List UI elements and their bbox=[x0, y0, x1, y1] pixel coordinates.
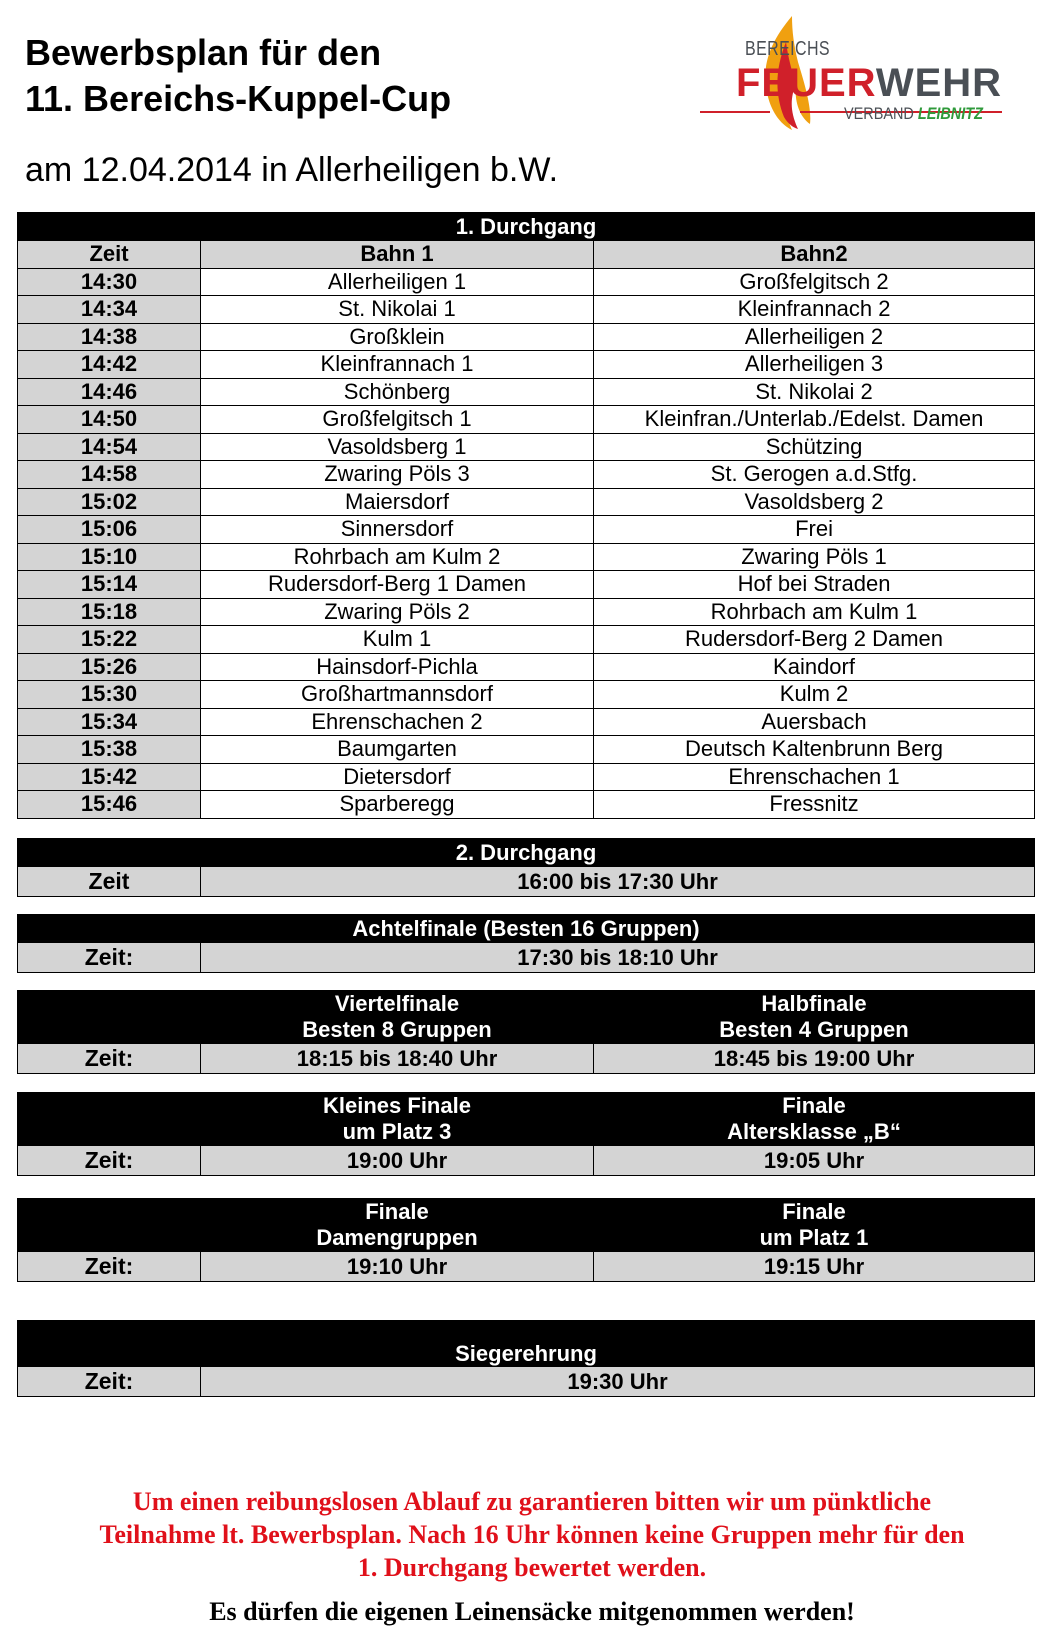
kleines-finale-table bbox=[17, 1092, 1035, 1176]
bahn2-cell: Vasoldsberg 2 bbox=[594, 488, 1035, 516]
viertel-halb-label: Zeit: bbox=[18, 1044, 201, 1074]
bahn1-cell: Hainsdorf-Pichla bbox=[201, 653, 594, 681]
siegerehrung-label: Zeit: bbox=[18, 1367, 201, 1397]
bahn1-cell: Sparberegg bbox=[201, 791, 594, 819]
time-cell: 15:10 bbox=[18, 543, 201, 571]
table-row bbox=[18, 681, 1035, 709]
bahn2-cell: St. Gerogen a.d.Stfg. bbox=[594, 461, 1035, 489]
finale-blank bbox=[18, 1199, 201, 1252]
time-cell: 15:30 bbox=[18, 681, 201, 709]
time-cell: 14:42 bbox=[18, 351, 201, 379]
bahn1-cell: Sinnersdorf bbox=[201, 516, 594, 544]
bahn2-cell: Allerheiligen 2 bbox=[594, 323, 1035, 351]
time-cell: 15:22 bbox=[18, 626, 201, 654]
bahn1-cell: Großfelgitsch 1 bbox=[201, 406, 594, 434]
table-row bbox=[18, 708, 1035, 736]
bahn2-cell: Auersbach bbox=[594, 708, 1035, 736]
time-cell: 15:02 bbox=[18, 488, 201, 516]
finale-damen-title-line1: Finale bbox=[365, 1199, 429, 1224]
kleines-finale-label: Zeit: bbox=[18, 1146, 201, 1176]
time-cell: 14:38 bbox=[18, 323, 201, 351]
durchgang2-title: 2. Durchgang bbox=[18, 839, 1035, 867]
viertel-halb-blank bbox=[18, 991, 201, 1044]
viertelfinale-title-line1: Viertelfinale bbox=[334, 991, 460, 1016]
time-cell: 15:14 bbox=[18, 571, 201, 599]
col-header-bahn1: Bahn 1 bbox=[201, 241, 594, 269]
durchgang2-label: Zeit bbox=[18, 867, 201, 897]
bahn2-cell: Rudersdorf-Berg 2 Damen bbox=[594, 626, 1035, 654]
bahn2-cell: Kaindorf bbox=[594, 653, 1035, 681]
time-cell: 15:42 bbox=[18, 763, 201, 791]
logo-wordmark bbox=[736, 62, 1002, 104]
time-cell: 14:58 bbox=[18, 461, 201, 489]
table-row bbox=[18, 351, 1035, 379]
altersklasse-b-title-line1: Finale bbox=[782, 1093, 846, 1118]
achtelfinale-table bbox=[17, 914, 1035, 973]
durchgang1-table bbox=[17, 212, 1035, 819]
finale-damen-title-line2: Damengruppen bbox=[316, 1225, 478, 1250]
durchgang2-time: 16:00 bis 17:30 Uhr bbox=[201, 867, 1035, 897]
table-row bbox=[18, 736, 1035, 764]
logo-leibnitz-word: LEIBNITZ bbox=[917, 104, 983, 123]
siegerehrung-title: Siegerehrung bbox=[18, 1321, 1035, 1367]
notice-line-2: Teilnahme lt. Bewerbsplan. Nach 16 Uhr können keine Gruppen mehr für den bbox=[99, 1520, 965, 1549]
bahn1-cell: St. Nikolai 1 bbox=[201, 296, 594, 324]
logo-bereichs-text: BEREICHS bbox=[745, 38, 830, 60]
table-row bbox=[18, 461, 1035, 489]
halbfinale-title bbox=[594, 991, 1035, 1044]
table-row bbox=[18, 433, 1035, 461]
bahn2-cell: Deutsch Kaltenbrunn Berg bbox=[594, 736, 1035, 764]
altersklasse-b-title-line2: Altersklasse „B“ bbox=[727, 1119, 901, 1144]
kleines-finale-title-line2: um Platz 3 bbox=[342, 1119, 452, 1144]
halbfinale-title-line2: Besten 4 Gruppen bbox=[719, 1017, 909, 1042]
table-row bbox=[18, 598, 1035, 626]
durchgang1-title: 1. Durchgang bbox=[18, 213, 1035, 241]
bahn1-cell: Ehrenschachen 2 bbox=[201, 708, 594, 736]
bahn2-cell: Ehrenschachen 1 bbox=[594, 763, 1035, 791]
bahn2-cell: Kleinfrannach 2 bbox=[594, 296, 1035, 324]
kleines-finale-time: 19:00 Uhr bbox=[201, 1146, 594, 1176]
time-cell: 15:06 bbox=[18, 516, 201, 544]
achtelfinale-label: Zeit: bbox=[18, 943, 201, 973]
viertel-halbfinale-table bbox=[17, 990, 1035, 1074]
bahn1-cell: Dietersdorf bbox=[201, 763, 594, 791]
bahn1-cell: Kulm 1 bbox=[201, 626, 594, 654]
finale-label: Zeit: bbox=[18, 1252, 201, 1282]
notice-line-1: Um einen reibungslosen Ablauf zu garantieren bitten wir um pünktliche bbox=[132, 1487, 932, 1516]
time-cell: 14:46 bbox=[18, 378, 201, 406]
bahn1-cell: Allerheiligen 1 bbox=[201, 268, 594, 296]
time-cell: 14:34 bbox=[18, 296, 201, 324]
finale-damen-title bbox=[201, 1199, 594, 1252]
table-row bbox=[18, 488, 1035, 516]
altersklasse-b-title bbox=[594, 1093, 1035, 1146]
bahn2-cell: Schützing bbox=[594, 433, 1035, 461]
page-title bbox=[25, 30, 451, 122]
table-row bbox=[18, 323, 1035, 351]
logo-verband-word: VERBAND bbox=[844, 104, 914, 123]
bahn1-cell: Zwaring Pöls 3 bbox=[201, 461, 594, 489]
finale-platz1-time: 19:15 Uhr bbox=[594, 1252, 1035, 1282]
durchgang2-table bbox=[17, 838, 1035, 897]
bahn2-cell: St. Nikolai 2 bbox=[594, 378, 1035, 406]
table-row bbox=[18, 406, 1035, 434]
table-row bbox=[18, 653, 1035, 681]
bahn2-cell: Allerheiligen 3 bbox=[594, 351, 1035, 379]
finale-damen-time: 19:10 Uhr bbox=[201, 1252, 594, 1282]
bahn2-cell: Frei bbox=[594, 516, 1035, 544]
halbfinale-time: 18:45 bis 19:00 Uhr bbox=[594, 1044, 1035, 1074]
achtelfinale-time: 17:30 bis 18:10 Uhr bbox=[201, 943, 1035, 973]
siegerehrung-time: 19:30 Uhr bbox=[201, 1367, 1035, 1397]
time-cell: 15:26 bbox=[18, 653, 201, 681]
time-cell: 14:54 bbox=[18, 433, 201, 461]
table-row bbox=[18, 268, 1035, 296]
bahn1-cell: Kleinfrannach 1 bbox=[201, 351, 594, 379]
kleines-finale-title bbox=[201, 1093, 594, 1146]
bahn2-cell: Kulm 2 bbox=[594, 681, 1035, 709]
event-date-location: am 12.04.2014 in Allerheiligen b.W. bbox=[25, 151, 559, 189]
finale-platz1-title-line1: Finale bbox=[782, 1199, 846, 1224]
bahn1-cell: Großklein bbox=[201, 323, 594, 351]
bahn1-cell: Großhartmannsdorf bbox=[201, 681, 594, 709]
halbfinale-title-line1: Halbfinale bbox=[761, 991, 867, 1016]
bahn1-cell: Schönberg bbox=[201, 378, 594, 406]
bahn1-cell: Baumgarten bbox=[201, 736, 594, 764]
logo-feuer-text: FEUER bbox=[736, 61, 876, 105]
bahn2-cell: Zwaring Pöls 1 bbox=[594, 543, 1035, 571]
bahn2-cell: Rohrbach am Kulm 1 bbox=[594, 598, 1035, 626]
punctuality-notice bbox=[40, 1485, 1024, 1584]
siegerehrung-table bbox=[17, 1320, 1035, 1397]
achtelfinale-title: Achtelfinale (Besten 16 Gruppen) bbox=[18, 915, 1035, 943]
bahn1-cell: Zwaring Pöls 2 bbox=[201, 598, 594, 626]
title-line-1: Bewerbsplan für den bbox=[25, 32, 382, 73]
bahn1-cell: Vasoldsberg 1 bbox=[201, 433, 594, 461]
time-cell: 14:50 bbox=[18, 406, 201, 434]
table-row bbox=[18, 626, 1035, 654]
time-cell: 15:46 bbox=[18, 791, 201, 819]
table-row bbox=[18, 543, 1035, 571]
title-line-2: 11. Bereichs-Kuppel-Cup bbox=[25, 78, 452, 119]
equipment-notice: Es dürfen die eigenen Leinensäcke mitgenommen werden! bbox=[209, 1597, 855, 1626]
bahn1-cell: Rohrbach am Kulm 2 bbox=[201, 543, 594, 571]
logo-verband-text bbox=[844, 104, 983, 124]
col-header-bahn2: Bahn2 bbox=[594, 241, 1035, 269]
table-row bbox=[18, 571, 1035, 599]
time-cell: 15:18 bbox=[18, 598, 201, 626]
kleines-finale-blank bbox=[18, 1093, 201, 1146]
finale-platz1-title-line2: um Platz 1 bbox=[759, 1225, 869, 1250]
durchgang1-rows bbox=[18, 268, 1035, 818]
viertelfinale-title-line2: Besten 8 Gruppen bbox=[302, 1017, 492, 1042]
table-row bbox=[18, 516, 1035, 544]
kleines-finale-title-line1: Kleines Finale bbox=[323, 1093, 471, 1118]
viertelfinale-time: 18:15 bis 18:40 Uhr bbox=[201, 1044, 594, 1074]
table-row bbox=[18, 763, 1035, 791]
viertelfinale-title bbox=[201, 991, 594, 1044]
bahn1-cell: Maiersdorf bbox=[201, 488, 594, 516]
bahn1-cell: Rudersdorf-Berg 1 Damen bbox=[201, 571, 594, 599]
bahn2-cell: Großfelgitsch 2 bbox=[594, 268, 1035, 296]
bahn2-cell: Fressnitz bbox=[594, 791, 1035, 819]
finale-table bbox=[17, 1198, 1035, 1282]
bahn2-cell: Kleinfran./Unterlab./Edelst. Damen bbox=[594, 406, 1035, 434]
table-row bbox=[18, 378, 1035, 406]
logo-wehr-text: WEHR bbox=[875, 61, 1003, 105]
time-cell: 15:38 bbox=[18, 736, 201, 764]
altersklasse-b-time: 19:05 Uhr bbox=[594, 1146, 1035, 1176]
finale-platz1-title bbox=[594, 1199, 1035, 1252]
bahn2-cell: Hof bei Straden bbox=[594, 571, 1035, 599]
table-row bbox=[18, 791, 1035, 819]
table-row bbox=[18, 296, 1035, 324]
col-header-zeit: Zeit bbox=[18, 241, 201, 269]
notice-line-3: 1. Durchgang bewertet werden. bbox=[357, 1553, 707, 1582]
time-cell: 14:30 bbox=[18, 268, 201, 296]
time-cell: 15:34 bbox=[18, 708, 201, 736]
feuerwehr-logo bbox=[700, 12, 1055, 138]
